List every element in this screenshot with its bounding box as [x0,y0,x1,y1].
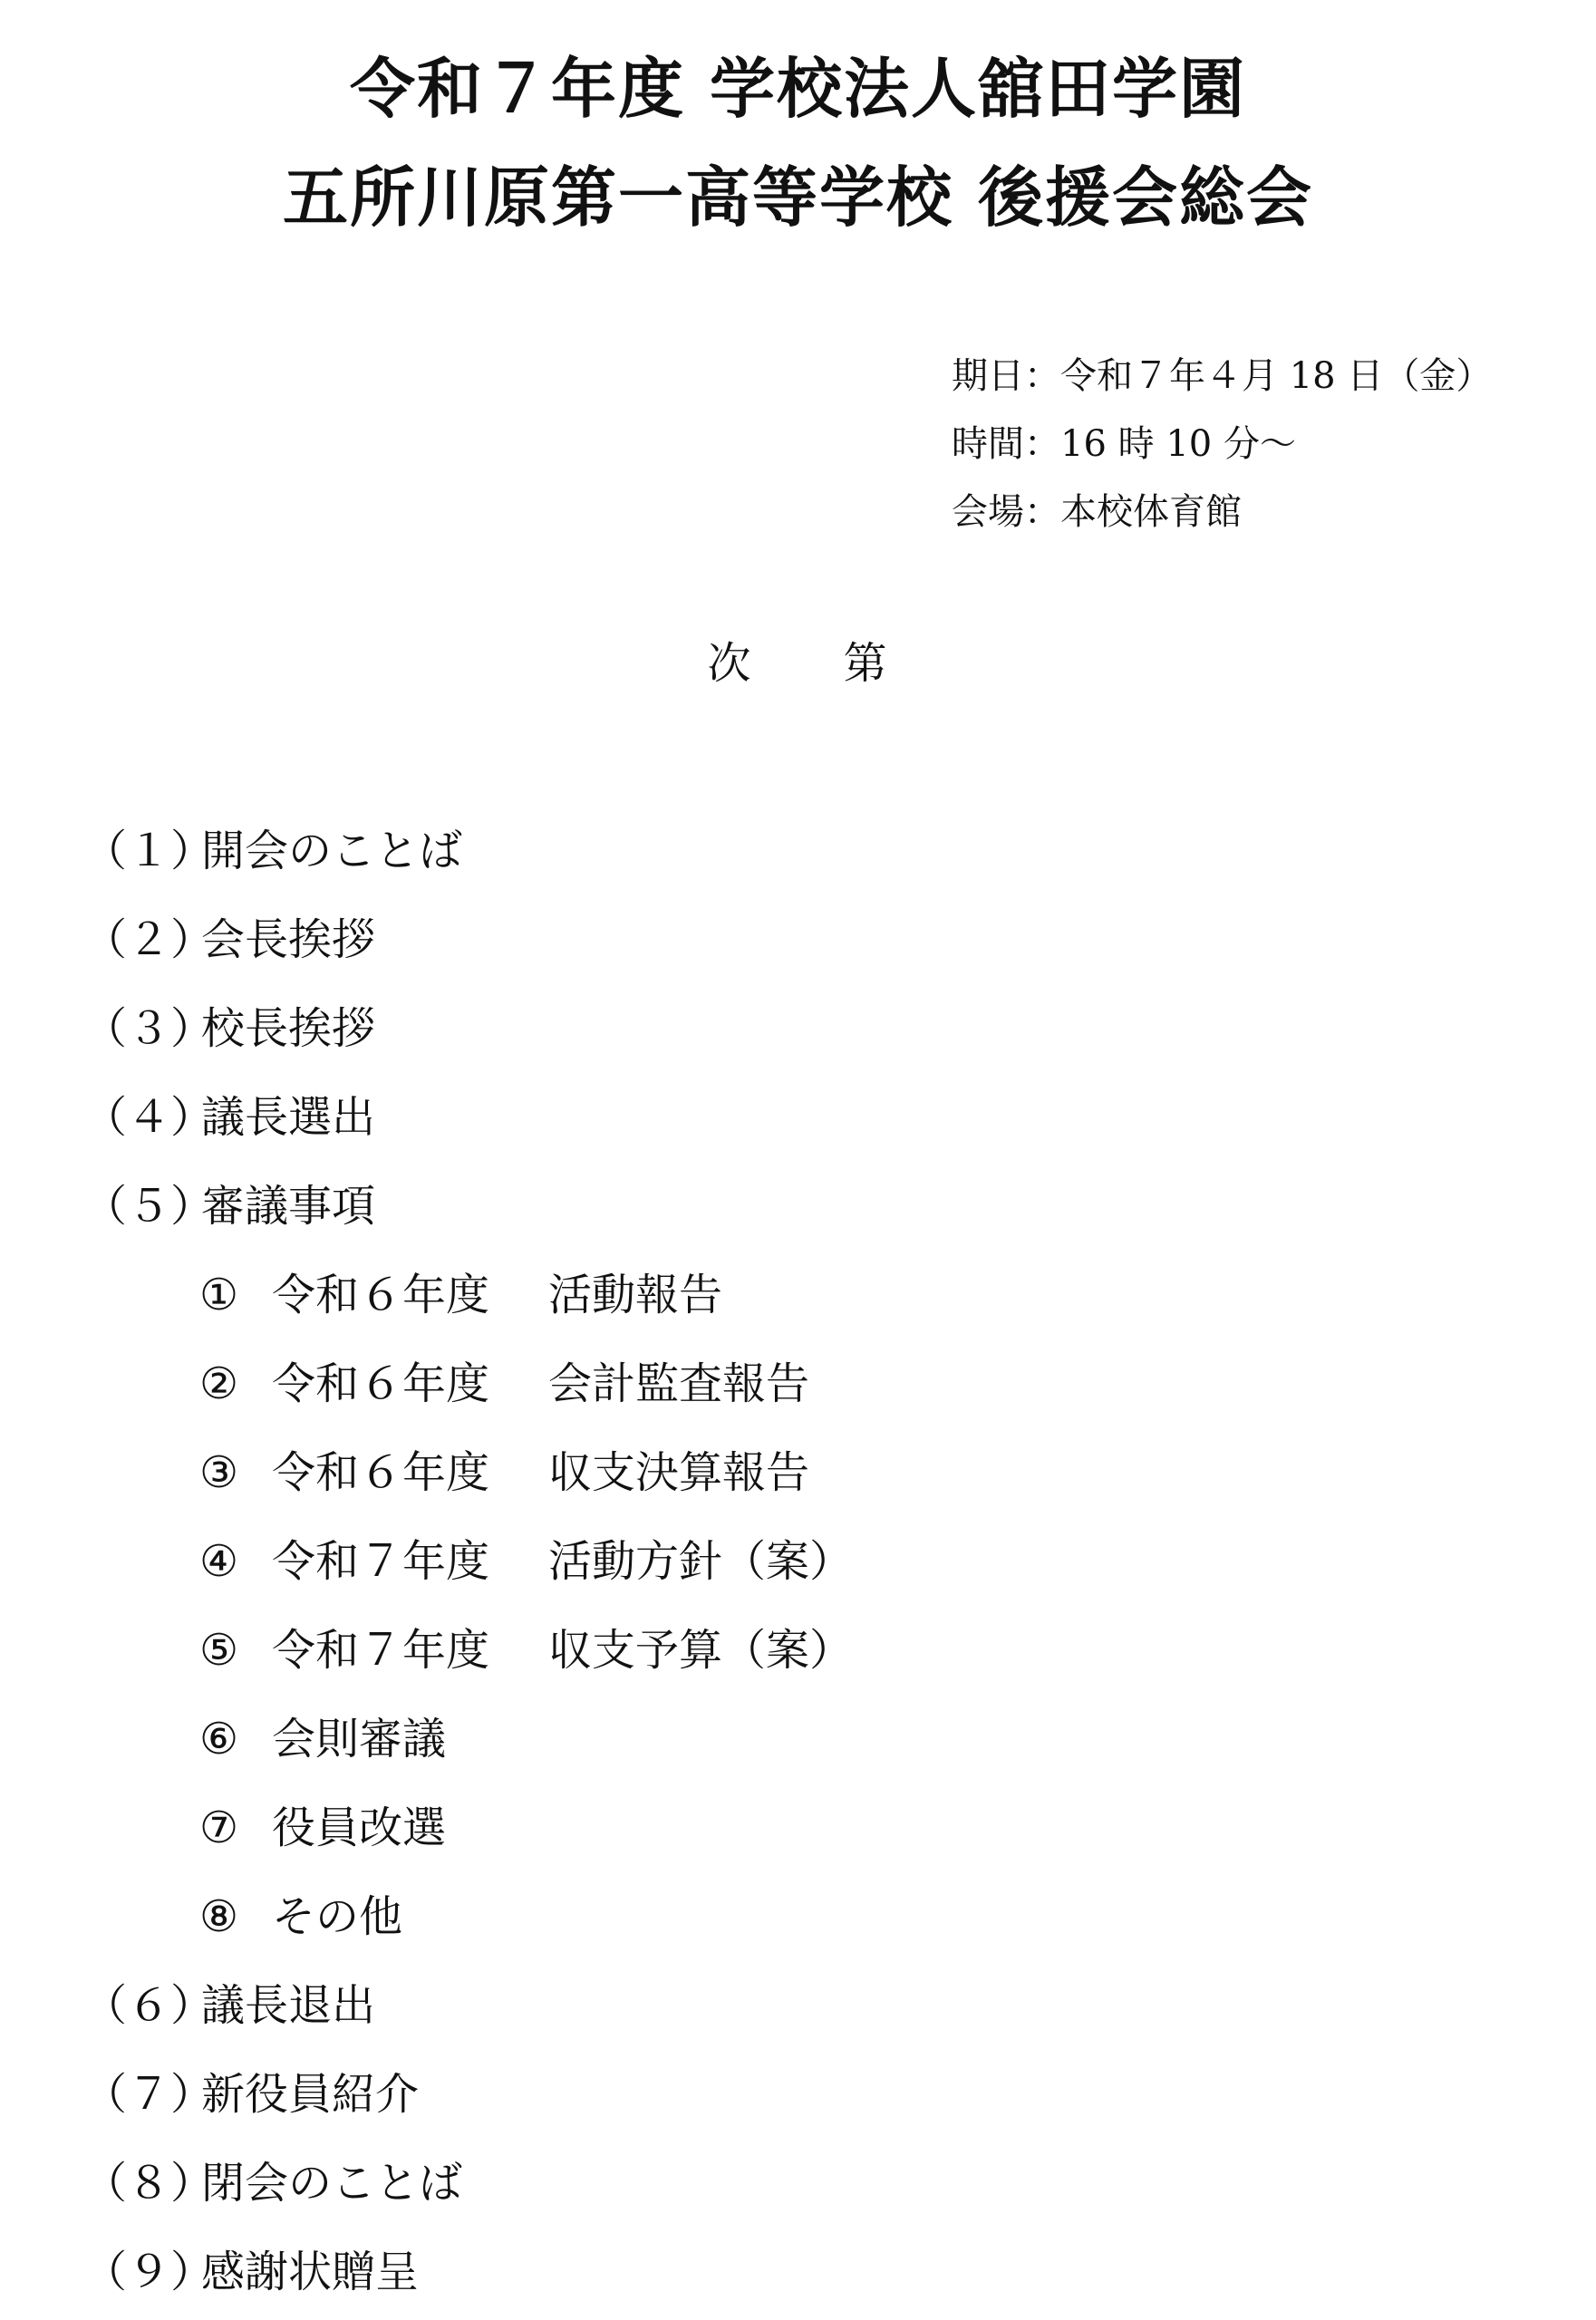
agenda-item-number: （５） [83,1181,215,1232]
agenda-item [83,826,463,876]
meeting-date: 期日：令和７年４月 18 日（金） [952,355,1493,397]
agenda-sub-item [199,1625,854,1676]
agenda-item-text: 開会のことば [201,826,463,876]
meeting-time: 時間：16 時 10 分～ [952,423,1296,465]
agenda-sub-item-text: その他 [272,1891,403,1942]
agenda-item [83,1092,376,1143]
agenda-item-text: 校長挨拶 [201,1003,376,1054]
agenda-sub-item-text: 収支予算（案） [548,1625,854,1676]
agenda-sub-item-text: 役員改選 [272,1803,447,1853]
agenda-sub-item-number: ⑤ [199,1625,239,1676]
agenda-item-number: （１） [83,826,215,876]
agenda-sub-item-number: ⑦ [199,1803,239,1853]
agenda-item-number: （９） [83,2247,215,2297]
agenda-sub-item-text: 活動方針（案） [548,1536,854,1587]
agenda-item [83,2069,420,2120]
agenda-item-number: （８） [83,2158,215,2209]
agenda-heading: 次 第 [707,638,889,689]
agenda-sub-item [199,1891,403,1942]
agenda-item [83,1181,376,1232]
agenda-item-text: 会長挨拶 [201,914,376,965]
agenda-sub-item-fiscal-year: 令和７年度 [272,1536,490,1587]
agenda-item-text: 閉会のことば [201,2158,463,2209]
agenda-sub-item-number: ② [199,1358,239,1409]
agenda-item [83,914,376,965]
agenda-sub-item-number: ⑥ [199,1714,239,1764]
agenda-item [83,1003,376,1054]
agenda-sub-item-text: 会則審議 [272,1714,447,1764]
agenda-sub-item-fiscal-year: 令和６年度 [272,1447,490,1498]
agenda-sub-item-fiscal-year: 令和６年度 [272,1270,490,1320]
agenda-sub-item-text: 収支決算報告 [548,1447,810,1498]
agenda-item-number: （２） [83,914,215,965]
agenda-sub-item-fiscal-year: 令和７年度 [272,1625,490,1676]
agenda-sub-item-number: ⑧ [199,1891,239,1942]
agenda-item-number: （４） [83,1092,215,1143]
agenda-sub-item-fiscal-year: 令和６年度 [272,1358,490,1409]
agenda-item [83,2158,463,2209]
agenda-sub-item [199,1358,810,1409]
agenda-item-text: 審議事項 [201,1181,376,1232]
agenda-sub-item-text: 会計監査報告 [548,1358,810,1409]
agenda-sub-item-text: 活動報告 [548,1270,723,1320]
agenda-item [83,1980,376,2031]
agenda-item [83,2247,420,2297]
agenda-item-text: 議長選出 [201,1092,376,1143]
agenda-item-number: （７） [83,2069,215,2120]
agenda-sub-item-number: ① [199,1270,239,1320]
agenda-sub-item [199,1803,447,1853]
agenda-sub-item [199,1536,854,1587]
agenda-item-text: 新役員紹介 [201,2069,420,2120]
agenda-sub-item [199,1447,810,1498]
document-title-line-2: 五所川原第一高等学校 後援会総会 [282,160,1314,236]
agenda-item-text: 議長退出 [201,1980,376,2031]
agenda-sub-item [199,1270,723,1320]
agenda-item-text: 感謝状贈呈 [201,2247,420,2297]
meeting-venue: 会場：本校体育館 [952,491,1242,533]
document-title-line-1: 令和７年度 学校法人舘田学園 [349,51,1247,127]
agenda-sub-item-number: ④ [199,1536,239,1587]
agenda-sub-item-number: ③ [199,1447,239,1498]
agenda-item-number: （３） [83,1003,215,1054]
agenda-sub-item [199,1714,447,1764]
agenda-item-number: （６） [83,1980,215,2031]
